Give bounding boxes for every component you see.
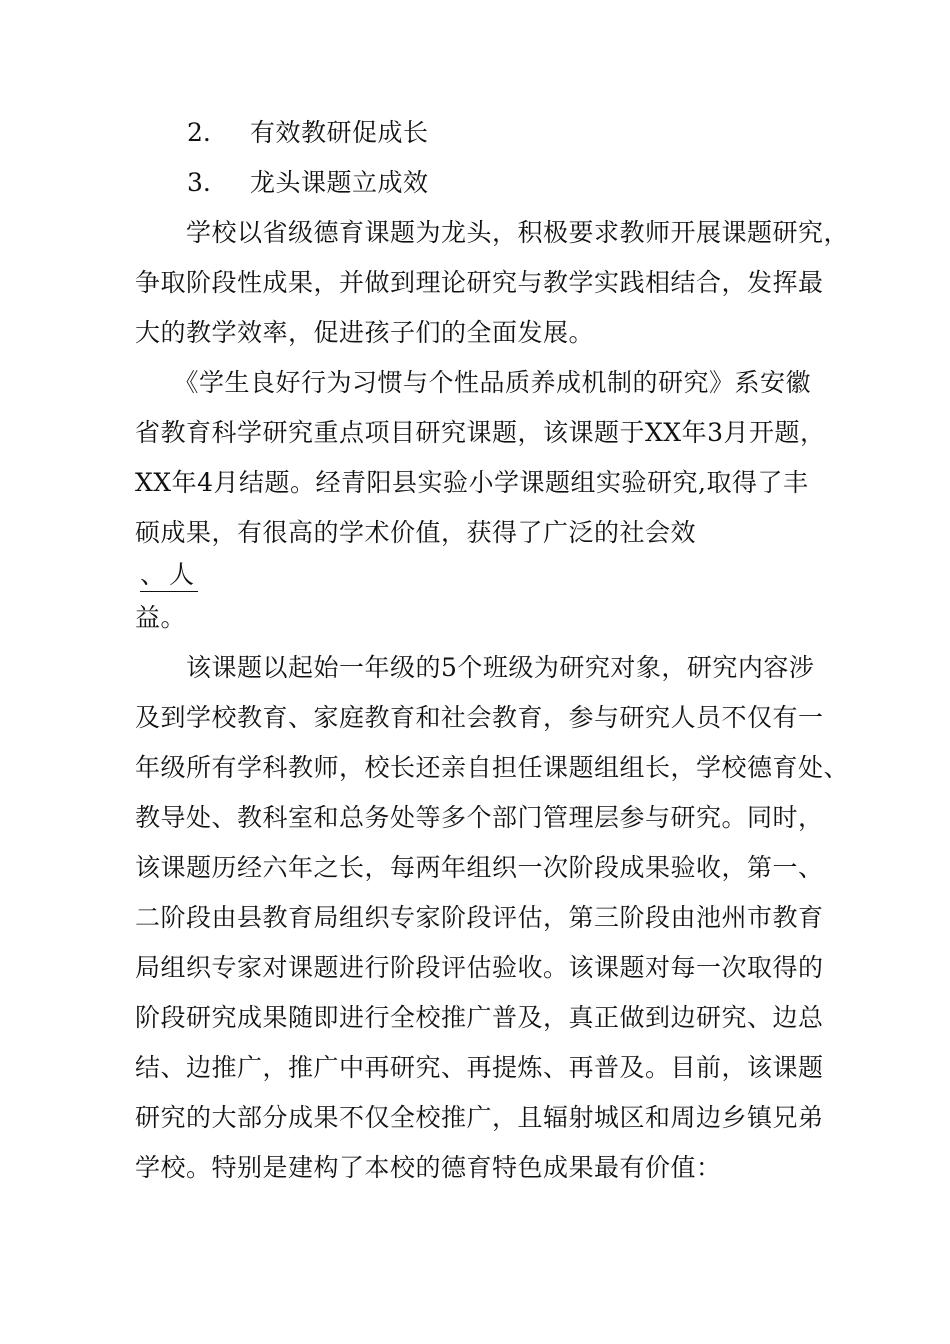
- list-text: 龙头课题立成效: [250, 168, 429, 197]
- underlined-fragment: 、人: [140, 560, 198, 592]
- paragraph-3-line-4: 教导处、教科室和总务处等多个部门管理层参与研究。同时，: [135, 803, 824, 832]
- paragraph-3-line-10: 研究的大部分成果不仅全校推广，且辐射城区和周边乡镇兄弟: [135, 1103, 824, 1132]
- paragraph-3-line-11: 学校。特别是建构了本校的德育特色成果最有价值：: [135, 1153, 722, 1182]
- paragraph-3-line-7: 局组织专家对课题进行阶段评估验收。该课题对每一次取得的: [135, 953, 824, 982]
- paragraph-3-line-1: 该课题以起始一年级的5个班级为研究对象，研究内容涉: [135, 653, 815, 682]
- list-text: 有效教研促成长: [250, 118, 429, 147]
- paragraph-3-line-5: 该课题历经六年之长，每两年组织一次阶段成果验收，第一、: [135, 853, 824, 882]
- paragraph-3-line-3: 年级所有学科教师，校长还亲自担任课题组组长，学校德育处、: [135, 753, 850, 782]
- list-number: 3.: [187, 168, 211, 197]
- paragraph-1-line-2: 争取阶段性成果，并做到理论研究与教学实践相结合，发挥最: [135, 268, 824, 297]
- paragraph-2-line-2: 省教育科学研究重点项目研究课题，该课题于XX年3月开题，: [135, 418, 826, 447]
- paragraph-2-end: 益。: [135, 603, 187, 632]
- paragraph-3-line-8: 阶段研究成果随即进行全校推广普及，真正做到边研究、边总: [135, 1003, 824, 1032]
- paragraph-2-line-1: 《学生良好行为习惯与个性品质养成机制的研究》系安徽: [135, 368, 812, 397]
- paragraph-1-line-1: 学校以省级德育课题为龙头，积极要求教师开展课题研究，: [135, 218, 850, 247]
- paragraph-3-line-2: 及到学校教育、家庭教育和社会教育，参与研究人员不仅有一: [135, 703, 824, 732]
- paragraph-3-line-9: 结、边推广，推广中再研究、再提炼、再普及。目前，该课题: [135, 1053, 824, 1082]
- list-number: 2.: [187, 118, 211, 147]
- paragraph-3-line-6: 二阶段由县教育局组织专家阶段评估，第三阶段由池州市教育: [135, 903, 824, 932]
- paragraph-2-line-3: XX年4月结题。经青阳县实验小学课题组实验研究,取得了丰: [135, 468, 809, 497]
- paragraph-2-line-4: 硕成果，有很高的学术价值，获得了广泛的社会效: [135, 518, 697, 547]
- paragraph-1-line-3: 大的教学效率，促进孩子们的全面发展。: [135, 318, 595, 347]
